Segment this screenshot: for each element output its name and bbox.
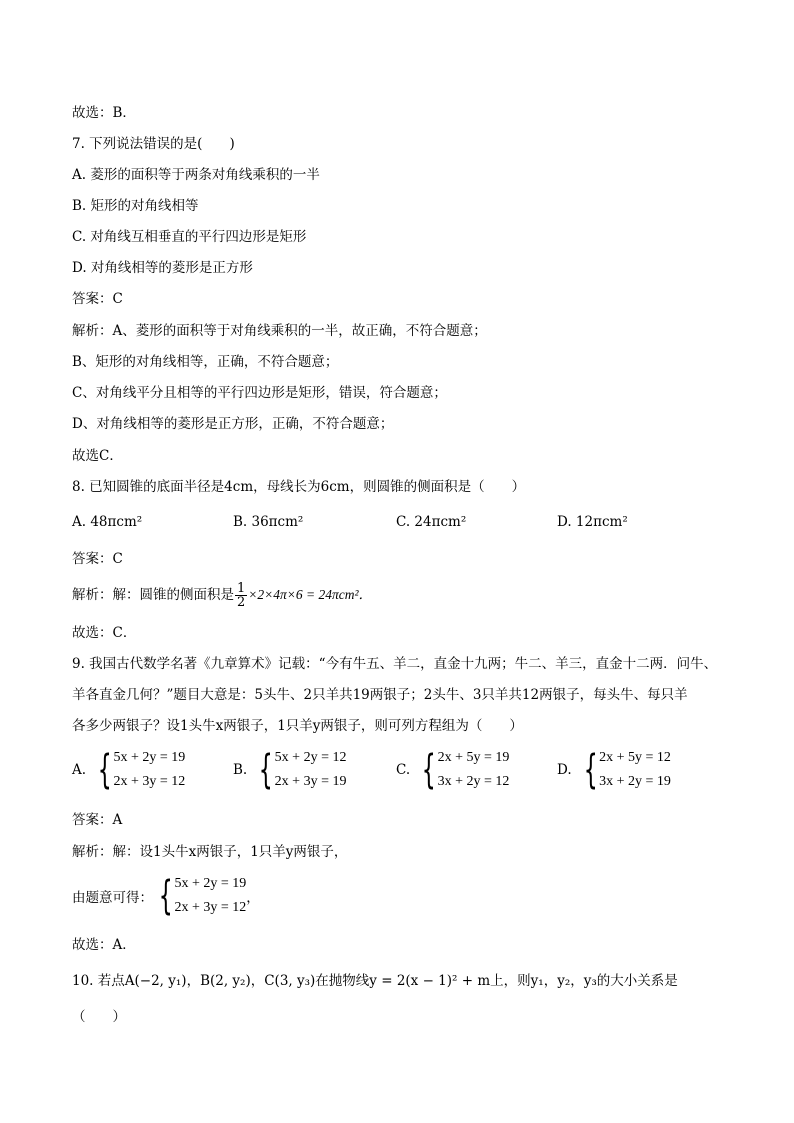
punctuation: ， <box>246 890 260 906</box>
brace-icon: { <box>258 747 273 793</box>
question-7: 7. 下列说法错误的是( ) <box>72 136 235 152</box>
option-9a <box>72 746 185 794</box>
equation: 5x + 2y = 12 <box>274 750 347 765</box>
option-7a: A. 菱形的面积等于两条对角线乘积的一半 <box>72 167 320 183</box>
answer-8: 答案：C <box>72 551 123 567</box>
question-9-line2: 羊各直金几何？”题目大意是：5头牛、2只羊共19两银子；2头牛、3只羊共12两银子，每头牛、每只羊 <box>72 687 688 703</box>
option-8b: B. 36πcm² <box>233 514 304 530</box>
equation: 2x + 5y = 19 <box>437 750 510 765</box>
explanation-7b: B、矩形的对角线相等，正确，不符合题意； <box>72 354 339 370</box>
selection-7: 故选C． <box>72 448 123 464</box>
option-9c <box>396 746 509 794</box>
question-10-line1: 10. 若点A(−2, y₁)，B(2, y₂)，C(3, y₃)在抛物线y = 2(x − 1)² + m上，则y₁，y₂，y₃的大小关系是 <box>72 973 678 989</box>
explanation-8-prefix: 解析：解：圆锥的侧面积是 <box>72 587 234 603</box>
explanation-8-formula: ×2×4π×6 = 24πcm²． <box>248 587 373 602</box>
brace-icon: { <box>583 747 598 793</box>
option-label: B. <box>233 762 248 778</box>
equation: 3x + 2y = 19 <box>599 774 671 789</box>
equation: 2x + 5y = 12 <box>599 750 671 765</box>
brace-icon: { <box>97 747 112 793</box>
option-7c: C. 对角线互相垂直的平行四边形是矩形 <box>72 229 307 245</box>
fraction-denominator: 2 <box>237 595 246 610</box>
option-9d <box>557 746 671 794</box>
explanation-8 <box>72 580 372 610</box>
explanation-9: 解析：解：设1头牛x两银子，1只羊y两银子， <box>72 844 348 860</box>
text-line: 故选：B． <box>72 105 136 121</box>
selection-9: 故选：A． <box>72 937 136 953</box>
option-8a: A. 48πcm² <box>72 514 143 530</box>
option-label: C. <box>396 762 411 778</box>
option-label: D. <box>557 762 572 778</box>
answer-9: 答案：A <box>72 812 123 828</box>
option-7b: B. 矩形的对角线相等 <box>72 198 199 214</box>
equation: 2x + 3y = 12 <box>174 900 247 915</box>
question-9-line3: 各多少两银子？设1头牛x两银子，1只羊y两银子，则可列方程组为（ ） <box>72 718 523 734</box>
selection-8: 故选：C． <box>72 625 137 641</box>
option-label: A. <box>72 762 87 778</box>
explanation-9-prefix: 由题意可得： <box>72 890 153 906</box>
option-8d: D. 12πcm² <box>557 514 628 530</box>
explanation-7a: 解析：A、菱形的面积等于对角线乘积的一半，故正确，不符合题意； <box>72 323 487 339</box>
fraction <box>235 582 247 609</box>
fraction-numerator: 1 <box>237 581 246 596</box>
brace-icon: { <box>421 747 436 793</box>
option-8c: C. 24πcm² <box>396 514 467 530</box>
explanation-7d: D、对角线相等的菱形是正方形，正确，不符合题意； <box>72 416 394 432</box>
explanation-9-system <box>72 872 260 920</box>
question-10-line2: （ ） <box>72 1009 126 1025</box>
question-8: 8. 已知圆锥的底面半径是4cm，母线长为6cm，则圆锥的侧面积是（ ） <box>72 479 526 495</box>
equation: 2x + 3y = 12 <box>113 774 186 789</box>
equation: 5x + 2y = 19 <box>174 876 247 891</box>
equation: 2x + 3y = 19 <box>274 774 347 789</box>
option-7d: D. 对角线相等的菱形是正方形 <box>72 260 253 276</box>
answer-7: 答案：C <box>72 291 123 307</box>
option-9b <box>233 746 346 794</box>
brace-icon: { <box>158 873 173 919</box>
explanation-7c: C、对角线平分且相等的平行四边形是矩形，错误，符合题意； <box>72 385 447 401</box>
equation: 5x + 2y = 19 <box>113 750 186 765</box>
question-9-line1: 9. 我国古代数学名著《九章算术》记载：“今有牛五、羊二，直金十九两；牛二、羊三，直金十二两．问牛、 <box>72 656 718 672</box>
equation: 3x + 2y = 12 <box>437 774 510 789</box>
